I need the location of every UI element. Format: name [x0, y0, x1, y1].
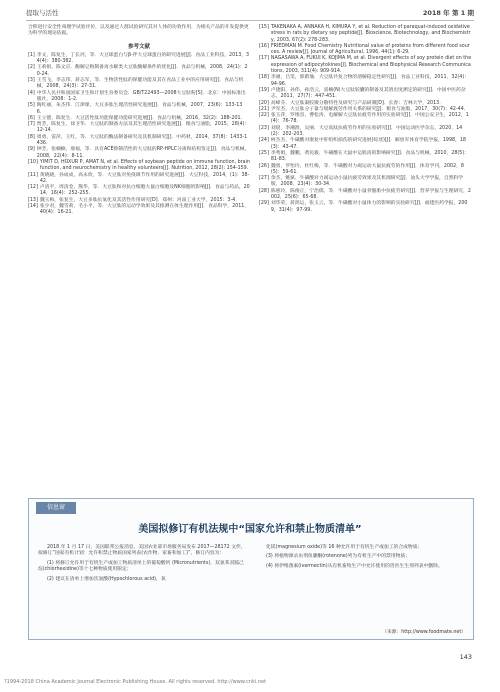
reference-item: [259, 176, 472, 189]
reference-text: 王立德，陈复生．大豆活性肽功能保健功能研究进展[J]．食品与机械，2016，32(2)：188-201．: [36, 115, 246, 121]
reference-item: [259, 113, 472, 126]
reference-text: 李文，陈复生，丁长河，等．大豆球蛋白与β-伴大豆球蛋白的研究进展[J]．食品工业科技，2013，34(4)：380-382．: [36, 52, 250, 65]
reference-item: [259, 56, 472, 75]
reference-item: [28, 135, 250, 148]
reference-text: 贾芳，陈复生，徐卫华．大豆肽的制备方法及其生理活性研究进展[J]．粮食与油脂，2015，28(4)：12-14．: [36, 122, 250, 134]
reference-text: 李秀娟，魏鹏，黄民毅．牛磺酸在大鼠中运肌肉的影响研究[J]．食品与机械，2010，28(5)：81-83．: [270, 150, 470, 163]
reference-text: NAGASAWA A, FUKUI K, KOJIMA M, et al. Divergent effects of soy protein diet on the expression of adipocytokines[J]. Biochemical and Biophysical Research Communications, 2003, 311(4): 909-914.: [270, 56, 472, 75]
reference-number: [25]: [259, 150, 269, 156]
reference-item: [259, 201, 472, 214]
info-title: 美国拟修订有机法规中“国家允许和禁止物质清单”: [138, 524, 362, 535]
reference-text: 黄晓晓，孙成成，高永欣，等．大豆肽对免疫调节作用的研究进展[J]．大豆科技，2014，(1)：38-42．: [39, 172, 250, 184]
reference-number: [7]: [28, 122, 35, 128]
reference-number: [26]: [259, 163, 269, 169]
reference-number: [8]: [28, 134, 35, 140]
reference-number: [20]: [259, 100, 269, 106]
page-number: 143: [459, 653, 472, 661]
reference-number: [6]: [28, 115, 35, 121]
reference-number: [2]: [28, 65, 35, 71]
info-paragraph: (4) 将伊维菌素(ivermectin)从有机畜牧生产中允许使用的兽医生生剂列表中删除。: [266, 563, 443, 569]
reference-text: 卢捷阳，孙伟，孙浩云，富楠(N)大豆肽胶囊的制备及其溶出度测定的研究[J]．中国中医药杂志，2011，27(7)：447-451．: [270, 87, 466, 100]
reference-item: [259, 75, 472, 88]
reference-text: 刘华荣，蒋鸿运，张玉云，等．牛磺酸对小鼠体力的影响的实验研究[J]．福建医药学报，2009，31(4)：97-99．: [270, 201, 468, 213]
reference-item: [259, 88, 472, 101]
info-paragraph: 化镁(magnesium oxide)等 16 种允许用于有机生产或加工的合成物质；: [266, 545, 423, 550]
reference-text: 魏玉梅，张复生，大豆多肽抗氧化及其活性作用研究[D]．郑州：河南工业大学，2015：3-4．: [39, 197, 241, 203]
info-paragraph: 2018 年 1 月 17 日，美国联邦公报消息，美国农业部市场服务局发布 2017—28172 文件，拟修订“国家有机计划：允许和禁止物质国家列表(农作物、家畜和加工)”，修订内容为：: [38, 545, 246, 557]
reference-item: [28, 65, 250, 78]
reference-list-left: [28, 53, 250, 217]
reference-item: [259, 138, 472, 151]
reference-number: [4]: [28, 90, 35, 96]
reference-number: [1]: [28, 52, 35, 58]
reference-item: [28, 103, 250, 116]
reference-text: 魏勇，罗怡玲，杜红梅，等．牛磺酸对力竭运动大鼠抗疲劳的作用[J]．体育学刊，2002，8(5)：59-61．: [270, 163, 464, 175]
reference-number: [27]: [259, 176, 269, 182]
right-column: [259, 25, 472, 214]
reference-text: YIMIT D, HOXUR P, AMAT N, et al. Effects of soybean peptide on immune function, brain function, and neurochemistry in healthy volunteers[J]. Nutrition, 2012, 28(2): 154-159.: [39, 159, 250, 172]
reference-number: [16]: [259, 43, 269, 49]
reference-item: [259, 44, 472, 57]
reference-item: [28, 204, 250, 217]
reference-number: [19]: [259, 87, 269, 93]
reference-number: [23]: [259, 125, 269, 131]
reference-item: [259, 25, 472, 44]
reference-number: [11]: [28, 172, 38, 178]
reference-number: [18]: [259, 75, 269, 81]
reference-item: [28, 160, 250, 173]
reference-item: [259, 151, 472, 164]
reference-number: [12]: [28, 185, 38, 191]
reference-text: 王雪飞，李志伟，蒋志军，等．生物活性肽的保健功能及其在食品工业中的应用研究[J]．食品与机械，2008，24(3)：27-31．: [36, 78, 244, 90]
info-right-column: [257, 545, 462, 573]
running-header: [26, 6, 474, 21]
reference-text: 钟芳，张楠楠，康福，等．具有ACE抑制活性的大豆肽的RP-HPLC分离和结构鉴定[J]．食品与机械，2008，22(4)：8-11．: [36, 147, 250, 159]
reference-text: 刘晨，李湘淮，吴丽．大豆高肽抗疲劳作用的实验研究[J]．中国运动医学杂志，2020，14(2)：202-203．: [270, 125, 463, 138]
reference-item: [28, 78, 250, 91]
reference-item: [259, 164, 472, 177]
reference-number: [15]: [259, 25, 269, 30]
left-column: [28, 25, 250, 217]
reference-text: 中华人民共和国国家卫生和计划生育委员会．GB/T22493—2008大豆肽粉[S]．北京：中国标准出版社，2008：1-2．: [36, 90, 246, 102]
reference-item: [28, 91, 250, 104]
reference-text: 张玉萍，罗维容，曹松涛，电解解大豆肽抗疲劳作用的实验研究[J]．中国公安卫生，2012，1(4)：76-78．: [270, 113, 469, 125]
info-left-column: [38, 545, 246, 586]
reference-number: [5]: [28, 103, 35, 109]
reference-text: 张少君，魏雪莉，毛小平，等．大豆肽的运动学效果及其推测在体生理作用[J]．食品科学，2011，40(4)：16-21．: [39, 204, 250, 216]
reference-number: [22]: [259, 113, 269, 119]
section-title: 提取与活性: [26, 9, 59, 17]
reference-text: 李涵，吕雯，郭蔚瑜．大豆肽共复合物的溶解稳定性研究[J]．食品工业科技，2011，32(4)：94-96．: [270, 75, 470, 87]
reference-text: 高峰芬．大豆肽凝胶微分散特性及研究与产品研制[D]．长春：吉林大学，2013．: [270, 100, 445, 106]
reference-item: [259, 189, 472, 202]
references-heading: 参考文献: [127, 43, 150, 50]
reference-text: 尹军杰，大豆肽分子量与缓解渡劳作用关系的研究[J]．粮食与油脂，2017，30(7)：42-44．: [270, 106, 469, 112]
info-source: （来源：http://www.foodmate.net）: [382, 630, 466, 635]
reference-number: [24]: [259, 138, 269, 144]
reference-item: [259, 126, 472, 139]
reference-item: [28, 122, 250, 135]
issue-label: 2018 年 第 1 期: [422, 9, 474, 17]
reference-number: [21]: [259, 106, 269, 112]
reference-text: FRIEDMAN M. Food Chemistry Nutritional value of proteins from different food sources. A review[J]. Journal of Agricultural, 1996, 44(1): 6-29.: [270, 43, 470, 56]
reference-number: [10]: [28, 159, 38, 165]
reference-text: 柯杰杰，牛磺酸对康复中肝组织损伤的研究进展(综述)[J]．解放军体育学院学报，1998，18(3)：43-47．: [270, 138, 466, 150]
info-paragraph: (3) 将植物源杀虫剂鱼藤酮(rotenone)列为有机生产中的禁用物质；: [266, 554, 410, 560]
info-paragraph: (2) 建议在清单上增加次氯酸(Hypochlorous acid)，氧: [47, 576, 166, 582]
reference-item: [28, 53, 250, 66]
reference-number: [3]: [28, 78, 35, 84]
reference-text: 王莉娟，陈文京．酶解豆粕制备再水解类大豆肽酶解条件的优化[J]．食品与机械，2008，24(1)：20-24．: [36, 65, 248, 77]
reference-item: [28, 147, 250, 160]
reference-number: [9]: [28, 147, 35, 153]
intro-paragraph: 合称进行安全性毒理学试验评价，以及通过人群试验研究其对人体的功效作用，为相关产品的开发提供更为科学的理论依据。: [28, 25, 249, 37]
reference-item: [28, 185, 250, 198]
reference-text: 余杰，姚斌．牛磺酸对力竭运动小鼠抗疲劳效果及其机理研究[J]．汕头大学学报，自然科学版，2008，23(4)：30-34．: [270, 176, 464, 188]
reference-number: [17]: [259, 56, 269, 62]
reference-number: [13]: [28, 197, 38, 203]
info-tag: 信息窗: [36, 502, 76, 514]
reference-number: [14]: [28, 204, 38, 210]
reference-number: [28]: [259, 188, 269, 194]
reference-text: 周勇，雷萍，王红，等．大豆肽的酶法制备研究及其机制研究[J]．中药材，2014，37(8)：1433-1436．: [36, 134, 248, 147]
info-paragraph: (1) 将修订允许用于有机生产或加工物质清单上的葡萄酸钙 (Micronutrients)，双氯苯双胍己烷(chlorhexidine)等十七种物质使用限定；: [38, 560, 244, 573]
copyright-footer: ?1994-2018 China Academic Journal Electronic Publishing House. All rights reserved. http://www.cnki.net: [4, 679, 267, 685]
reference-text: 陈惠玲，陈俊正，宁治儒，等．牛磺酸对小鼠骨骼肌中抗疲劳研究[J]．营养学报与生理研究，2002，25(6)：65-68．: [270, 188, 471, 201]
reference-number: [29]: [259, 201, 269, 207]
reference-text: TAKENAKA A, ANNAKA H, KIMURA Y, et al. Reduction of paraquat-induced oxidative stress in rats by dietary soy peptide[J]. Bioscience, Biotechnology, and Biochemistry, 2003, 67(2): 278-283.: [270, 25, 471, 43]
reference-text: 陶红丽，朱杰伟．江津课，大豆多肽生理活性研究进展[J]．食品与机械，2007，23(6)：133-136．: [36, 103, 243, 115]
reference-text: 卢清平，周清金，熊华，等．大豆肽和对抗白细胞大鼠白细胞及NK细胞的影响[J]．食品与药品，2014，16(4)：252-255．: [39, 185, 250, 197]
reference-item: [28, 173, 250, 186]
reference-list-right: [259, 25, 472, 214]
